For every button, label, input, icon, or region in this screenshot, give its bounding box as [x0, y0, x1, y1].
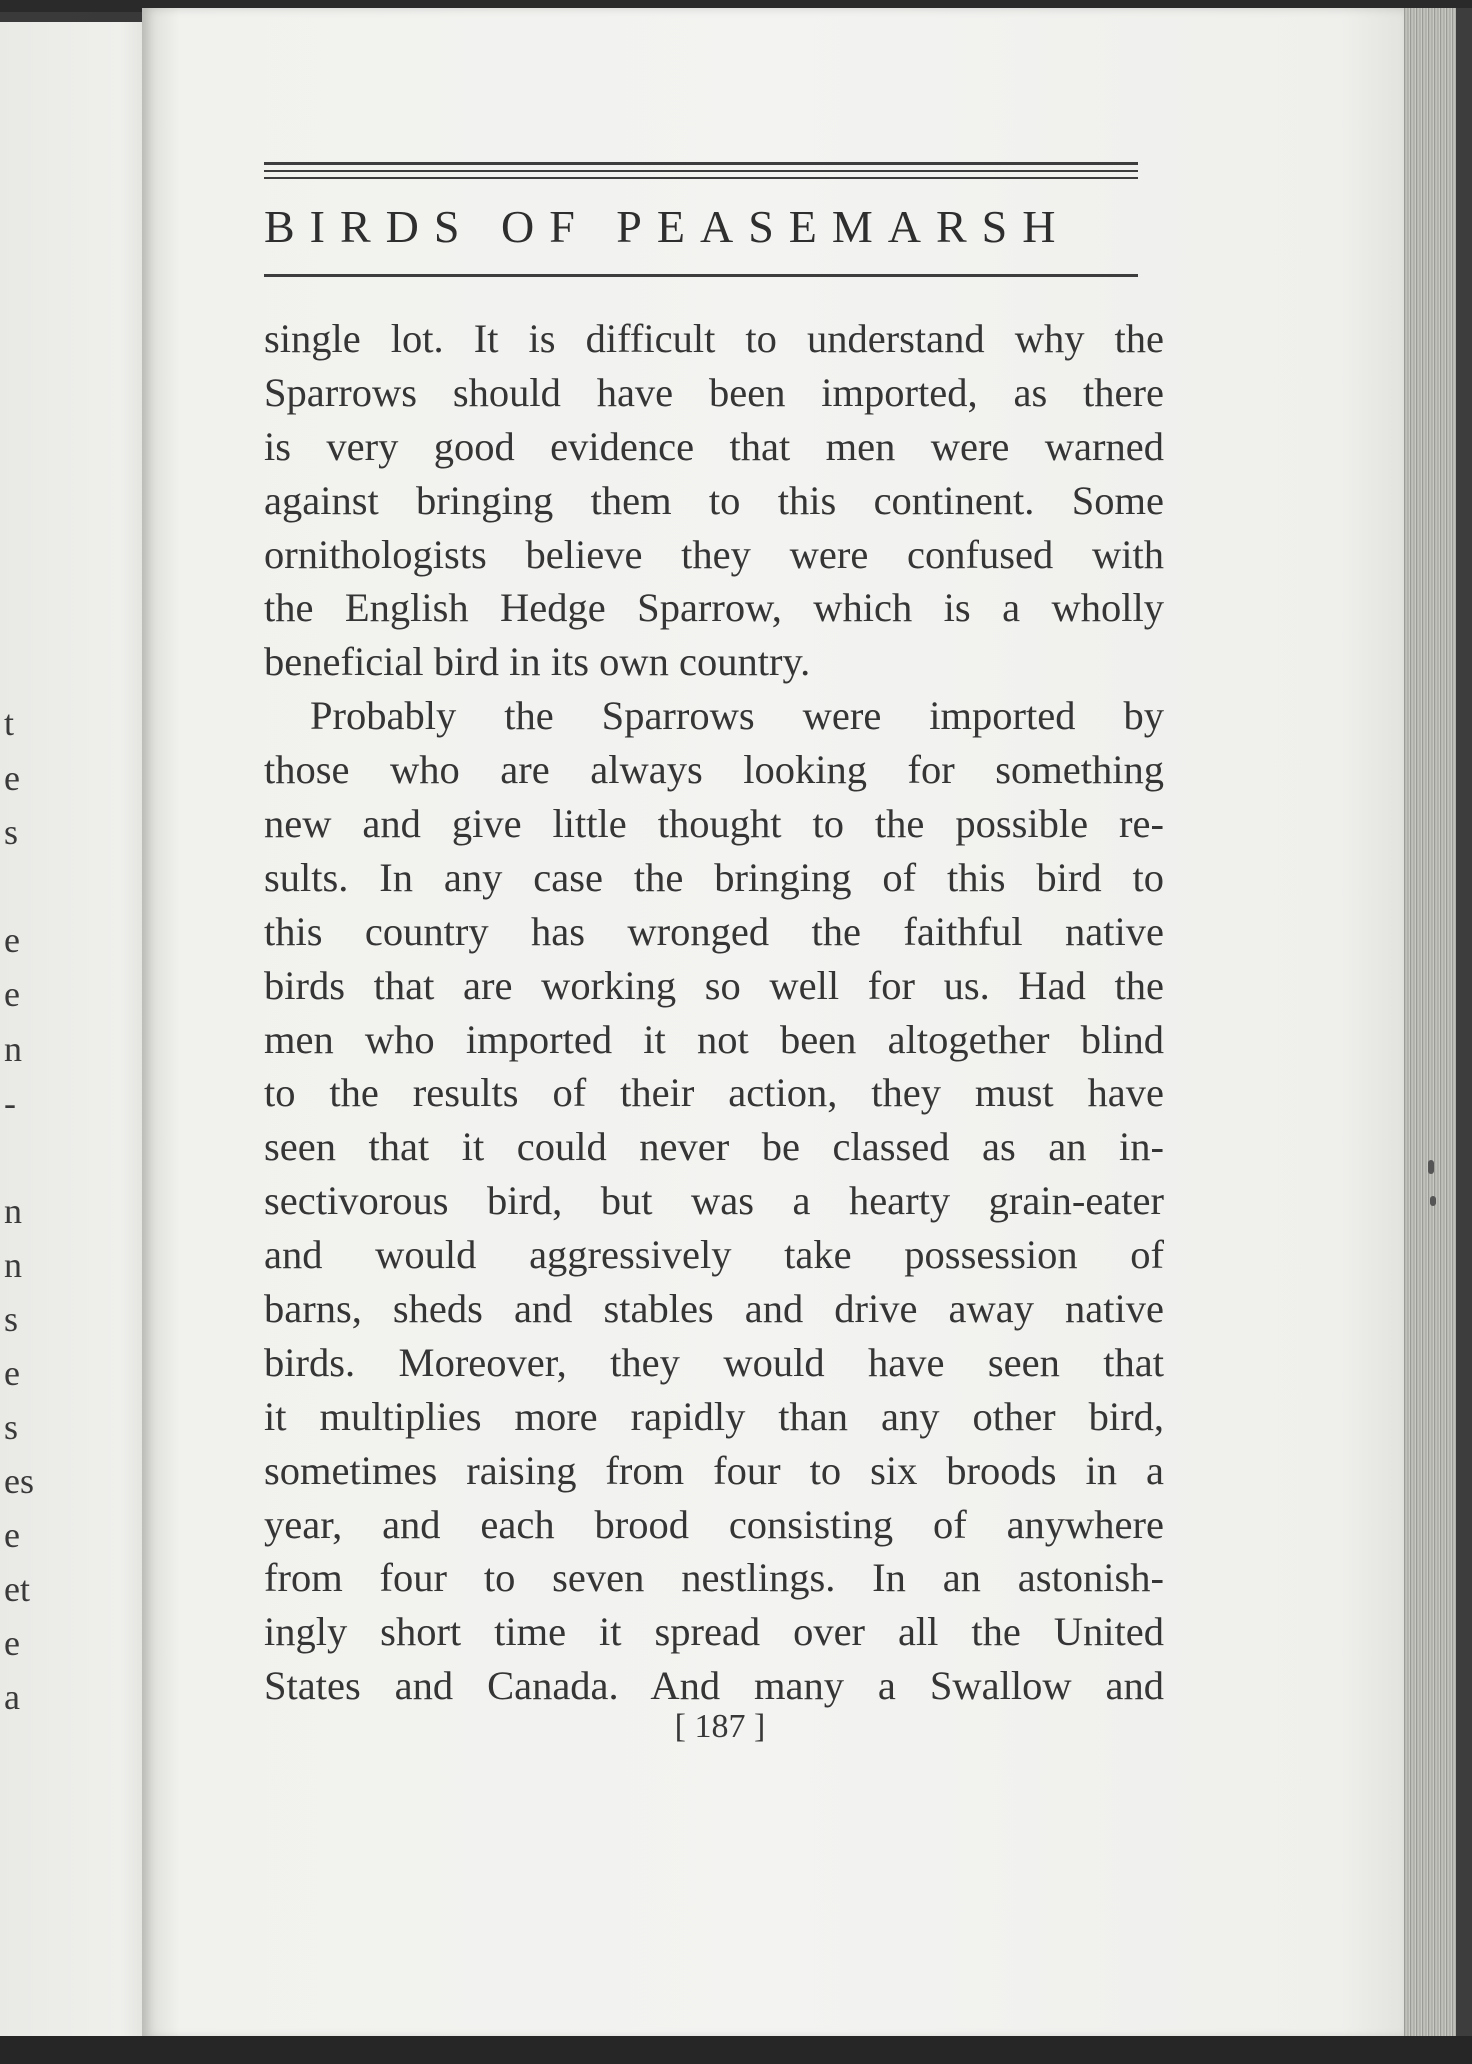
header-rule — [264, 162, 1138, 165]
text-line: birds that are working so well for us. Had the — [264, 962, 1164, 1008]
left-fragment: e — [4, 920, 20, 960]
text-line: seen that it could never be classed as an in- — [264, 1124, 1164, 1170]
text-line: against bringing them to this continent. Some — [264, 477, 1164, 523]
page-edge-mark — [1428, 1160, 1434, 1174]
body-text — [264, 312, 1164, 1713]
text-line: barns, sheds and stables and drive away native — [264, 1286, 1164, 1332]
text-line: birds. Moreover, they would have seen that — [264, 1339, 1164, 1385]
text-line: Probably the Sparrows were imported by — [310, 693, 1164, 739]
text-line: and would aggressively take possession of — [264, 1232, 1164, 1278]
left-fragment: e — [4, 758, 20, 798]
left-fragment: a — [4, 1677, 20, 1717]
text-line: this country has wronged the faithful native — [264, 908, 1164, 954]
left-fragment: - — [4, 1083, 16, 1123]
text-line: sults. In any case the bringing of this bird to — [264, 854, 1164, 900]
text-line: year, and each brood consisting of anywhere — [264, 1501, 1164, 1547]
text-line: sectivorous bird, but was a hearty grain-eater — [264, 1178, 1164, 1224]
text-line: ingly short time it spread over all the United — [264, 1609, 1164, 1655]
left-fragment: n — [4, 1245, 22, 1285]
left-fragment: n — [4, 1029, 22, 1069]
left-fragment: e — [4, 1515, 20, 1555]
text-line: Sparrows should have been imported, as there — [264, 369, 1164, 415]
running-head: BIRDS OF PEASEMARSH — [264, 201, 1071, 252]
left-fragment: s — [4, 1299, 19, 1339]
header-rule — [264, 177, 1138, 179]
text-line: the English Hedge Sparrow, which is a wholly — [264, 585, 1164, 631]
left-fragment: n — [4, 1191, 22, 1231]
text-line: to the results of their action, they must have — [264, 1070, 1164, 1116]
page-edge-mark — [1430, 1196, 1436, 1206]
left-fragment: t — [4, 703, 15, 743]
left-fragment: s — [4, 812, 19, 852]
text-line: those who are always looking for something — [264, 747, 1164, 793]
text-line: it multiplies more rapidly than any other bird, — [264, 1393, 1164, 1439]
left-fragment: es — [4, 1461, 34, 1501]
text-line: new and give little thought to the possible re- — [264, 801, 1164, 847]
header-rule — [264, 170, 1138, 172]
book-cover-edge — [1456, 8, 1472, 2038]
header-underline — [264, 274, 1138, 277]
scan-bottom-edge — [0, 2036, 1472, 2064]
text-line: sometimes raising from four to six broods in a — [264, 1447, 1164, 1493]
text-line: beneficial bird in its own country. — [264, 639, 811, 685]
text-line: single lot. It is difficult to understand why the — [264, 316, 1164, 361]
text-line: ornithologists believe they were confused with — [264, 531, 1164, 577]
page-edges — [1404, 8, 1456, 2038]
page-number: [ 187 ] — [674, 1708, 766, 1745]
text-line: from four to seven nestlings. In an astonish- — [264, 1555, 1164, 1601]
text-line: men who imported it not been altogether blind — [264, 1016, 1164, 1062]
left-fragment: e — [4, 974, 20, 1014]
left-fragment: e — [4, 1623, 20, 1663]
left-page-text-fragments — [0, 0, 34, 2064]
left-fragment: s — [4, 1407, 19, 1447]
left-fragment: et — [4, 1569, 30, 1609]
text-line: is very good evidence that men were warned — [264, 423, 1164, 469]
left-fragment: e — [4, 1353, 20, 1393]
text-line: States and Canada. And many a Swallow and — [264, 1663, 1164, 1709]
